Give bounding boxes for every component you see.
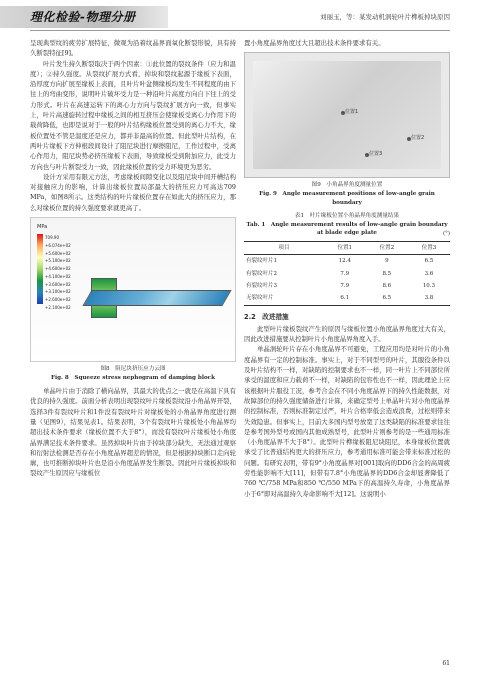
legend-value: +2.100e+02	[45, 304, 71, 310]
column-header: 项目	[278, 245, 290, 252]
color-scale-bar	[37, 234, 43, 304]
figure-9	[244, 52, 450, 208]
position-1-label: 位置1	[345, 109, 359, 116]
table-cell: 9	[385, 258, 389, 265]
left-column	[30, 38, 236, 479]
table-row	[244, 292, 450, 305]
table-cell: 有裂纹叶片2	[246, 270, 277, 277]
caption-cn: 图8 阻尼块挤压应力云图	[100, 366, 166, 373]
caption-cn: 表1 叶片缘板位置小角晶界角度测量结果	[294, 213, 400, 220]
table-cell: 有裂纹叶片1	[246, 258, 277, 265]
table-row	[244, 255, 450, 268]
legend-value: +5.100e+02	[45, 258, 71, 264]
table-cell: 8.5	[382, 270, 392, 277]
stress-nephogram-image	[30, 217, 236, 362]
angle-results-table	[244, 241, 450, 305]
legend-value: +4.600e+02	[45, 266, 71, 272]
paragraph: 设计方采用有限元方法，考虑缘板间隙变化以及阻尼块中间开槽结构对接触应力的影响，计算出缘板位置局部最大的挤压应力可高达709 MPa，如图8所示。这类结构的叶片缘板位置存在如此大的挤压应力，那么对缘板位置的持久强度要求就更高了。	[30, 172, 236, 212]
table-row	[244, 268, 450, 280]
table-row	[244, 280, 450, 292]
paragraph: 置小角度晶界角度过大且超出技术条件要求有关。	[244, 39, 385, 47]
figure-caption	[244, 181, 450, 208]
caption-en: Tab. 1 Angle measurement results of low-angle grain boundary at blade edge plate	[246, 221, 448, 237]
legend-title: MPa	[37, 224, 48, 231]
paragraph: 叶片发生持久断裂取决于两个因素：①此位置的裂纹条件（应力和温度）；②持久强度。从裂纹扩展方式看，掉块和裂纹起源于缘板下表面，沿厚度方向扩展至缘板上表面，且叶片叶盆侧缘板均发生不同程度的由下往上的弯曲变形，说明叶片破坏受力是一种沿叶片高度方向自下往上的受力形式。叶片在高速运转下的离心力方向与裂纹扩展方向一致，但事实上，叶片高速旋转过程中缘板之间的相互挤压会使缘板受离心力作用下的载荷降低，也即是说对于一般的叶片结构缘板位置受到的离心力不大，缘板位置处不管是温度还是应力，都并非最高的位置。但此型叶片结构，在两叶片缘板下方伸根段间设计了阻尼块进行摩擦阻尼，工作过程中，受离心作用力，阻尼块势必挤压缘板下表面，导致缘板受到附加应力，此受力方向也与叶片断裂受力一致，因此缘板位置的受力环境更为恶劣。	[30, 59, 236, 171]
table-cell: 12.4	[338, 258, 351, 265]
table-cell: 6.5	[382, 295, 392, 302]
legend-value: +6.074e+02	[45, 243, 71, 249]
table-cell: 有裂纹叶片3	[246, 282, 277, 289]
column-header: 位置3	[421, 245, 437, 252]
caption-cn: 图9 小角晶界角度测量位置	[311, 182, 383, 189]
table-cell: 无裂纹叶片	[246, 295, 274, 302]
page-header	[0, 0, 480, 34]
paragraph: 单晶叶片由于消除了横向晶界，其最大的优点之一就是在高温下具有优良的持久强度。前面分析表明出现裂纹叶片缘板裂纹沿小角晶界开裂，选择3件有裂纹叶片和1件没有裂纹叶片对缘板处的小角晶界角度进行测量（见图9），结果见表1。结果表明，3个有裂纹叶片缘板处小角晶界均超出技术条件要求（缘板位置不大于8°），而没有裂纹叶片缘板处小角度晶界满足技术条件要求。虽然掉块叶片由于掉块部分缺失，无法通过观察和衍射法检测是否存在小角度晶界超差的情况，但是根据掉块断口走向轮廓，也可推断掉块叶片也是沿小角度晶界发生断裂。因此叶片缘板掉块和裂纹产生原因应与缘板位	[30, 387, 236, 478]
paragraph: 此型叶片缘板裂纹产生的原因与缘板位置小角度晶界角度过大有关，因此改进措施要从控制叶片小角度晶界角度入手。	[244, 324, 450, 344]
caption-en: Fig. 8 Squeeze stress nephogram of damping block	[51, 375, 215, 382]
table-header-row	[244, 242, 450, 255]
position-2-label: 位置2	[411, 135, 425, 142]
column-header: 位置2	[379, 245, 395, 252]
column-header: 位置1	[337, 245, 352, 252]
legend-value: 709.90	[45, 235, 59, 241]
grain-boundary-photo	[244, 52, 450, 178]
stress-legend	[37, 222, 77, 311]
section-heading: 2.2 改进措施	[244, 312, 289, 321]
paragraph: 单晶涡轮叶片存在小角度晶界不可避免，工程应用均是对叶片的小角度晶界有一定的控制标准。事实上，对于不同型号的叶片，其服役条件以及叶片结构不一样，对缺陷的控制要求也不一样，同一叶片上不同部位所承受的温度和应力载荷不一样，对缺陷的包容性也不一样，因此理论上应该根据叶片服役工况，参考合金在不同小角度晶界下的持久性能数据，对故障部位的持久强度储备进行计算，来确定型号上单晶叶片对小角度晶界的控制标准，否则标准制定过严，叶片合格率低会造成浪费，过松则带来失效隐患。但事实上，目前大多国内型号放宽了这类缺陷的标准要求往往是参考国外型号或国内其他成熟型号，此型叶片则参考的是一些通用标准（小角度晶界不大于8°）。此型叶片榫缘板阻尼块阻尼，本身缘板位置就承受了比普通结构更大的挤压应力，参考通用标准可能会带来标准过松的问题。有研究表明，带有9°小角度晶界对[001]取向的DD6合金的高周疲劳性能影响不大[11]，但带有7.8°小角度晶界的DD6合金却显著降低了760 ℃/758 MPa和850 ℃/550 MPa下的高温持久寿命，小角度晶界小于6°即对高温持久寿命影响不大[12]。这说明小	[244, 345, 450, 498]
position-3-label: 位置3	[369, 151, 383, 158]
table-unit: (°)	[442, 230, 450, 237]
running-title: 刘丽玉，等：某发动机涡轮叶片榫板掉块原因	[320, 13, 450, 21]
table-cell: 3.6	[424, 270, 434, 277]
table-cell: 8.6	[382, 282, 392, 289]
table-1-block	[244, 212, 450, 305]
right-column	[244, 38, 450, 499]
header-divider	[30, 30, 450, 31]
table-cell: 3.8	[424, 295, 434, 302]
table-cell: 7.9	[340, 282, 350, 289]
figure-caption	[30, 365, 236, 383]
table-cell: 10.3	[422, 282, 436, 289]
paragraph: 呈现典型纹的疲劳扩展特征，微观为沿着纹晶界面氧化断裂形貌，具有持久断裂特征[9]。	[30, 39, 236, 58]
figure-8	[30, 217, 236, 383]
table-cell: 6.1	[340, 295, 350, 302]
blade-edge-plate-shape	[82, 290, 231, 306]
caption-en: Fig. 9 Angle measurement positions of low-angle grain boundary	[259, 191, 435, 207]
journal-logo: 理化检验-物理分册	[30, 10, 136, 24]
legend-value: +2.600e+02	[45, 296, 71, 302]
table-cell: 6.5	[424, 258, 434, 265]
legend-value: +4.100e+02	[45, 273, 71, 279]
page-number: 61	[442, 660, 450, 667]
legend-value: +5.600e+02	[45, 250, 71, 256]
table-cell: 7.9	[340, 270, 350, 277]
legend-value: +3.100e+02	[45, 289, 71, 295]
legend-value: +3.600e+02	[45, 281, 71, 287]
legend-values	[45, 234, 71, 311]
